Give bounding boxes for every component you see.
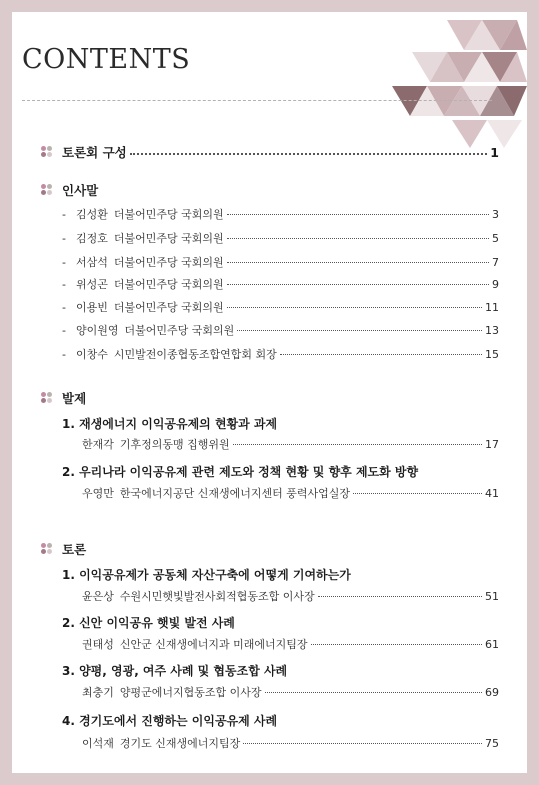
speaker-name: 양이원영 — [76, 324, 119, 337]
toc-entry[interactable] — [82, 588, 499, 604]
contents-title: CONTENTS — [22, 44, 191, 75]
toc-entry[interactable] — [62, 322, 499, 338]
toc-entry[interactable] — [62, 276, 499, 292]
dash-marker: - — [62, 278, 66, 291]
flower-bullet-icon — [40, 391, 54, 405]
toc-entry[interactable] — [62, 346, 499, 362]
item-title[interactable]: 2. 신안 이익공유 햇빛 발전 사례 — [62, 616, 235, 630]
speaker-name: 김성환 — [76, 208, 108, 221]
item-title[interactable]: 3. 양평, 영광, 여주 사례 및 협동조합 사례 — [62, 664, 288, 678]
item-title[interactable]: 2. 우리나라 이익공유제 관련 제도와 정책 현황 및 향후 제도화 방향 — [62, 465, 419, 479]
speaker-name: 이창수 — [76, 348, 108, 361]
dot-leader — [280, 354, 482, 355]
speaker-role: 더불어민주당 국회의원 — [113, 232, 224, 245]
toc-entry[interactable] — [62, 254, 499, 270]
toc-entry[interactable] — [62, 299, 499, 315]
item-title[interactable]: 1. 재생에너지 이익공유제의 현황과 과제 — [62, 417, 278, 431]
dot-leader — [265, 692, 482, 693]
dot-leader — [227, 284, 489, 285]
page-number: 61 — [485, 638, 499, 651]
author-name: 한재각 — [82, 438, 114, 451]
author-affiliation: 경기도 신재생에너지팀장 — [119, 737, 241, 750]
page-number: 7 — [492, 256, 499, 269]
item-title[interactable]: 1. 이익공유제가 공동체 자산구축에 어떻게 기여하는가 — [62, 568, 351, 582]
dot-leader — [311, 644, 482, 645]
dash-marker: - — [62, 301, 66, 314]
author-name: 이석재 — [82, 737, 114, 750]
page-number: 41 — [485, 487, 499, 500]
dot-leader — [243, 743, 482, 744]
author-affiliation: 한국에너지공단 신재생에너지센터 풍력사업실장 — [119, 487, 351, 500]
dot-leader — [227, 307, 482, 308]
page-number: 3 — [492, 208, 499, 221]
speaker-role: 더불어민주당 국회의원 — [113, 208, 224, 221]
dash-marker: - — [62, 324, 66, 337]
page-number: 15 — [485, 348, 499, 361]
speaker-name: 김정호 — [76, 232, 108, 245]
toc-entry[interactable] — [82, 636, 499, 652]
speaker-name: 이용빈 — [76, 301, 108, 314]
dot-leader — [318, 596, 482, 597]
dash-marker: - — [62, 208, 66, 221]
item-title[interactable]: 4. 경기도에서 진행하는 이익공유제 사례 — [62, 714, 278, 728]
toc-entry[interactable] — [82, 436, 499, 452]
toc-entry[interactable] — [62, 206, 499, 222]
dot-leader — [353, 493, 482, 494]
page-number: 13 — [485, 324, 499, 337]
speaker-name: 위성곤 — [76, 278, 108, 291]
dot-leader — [233, 444, 482, 445]
page-number: 11 — [485, 301, 499, 314]
flower-bullet-icon — [40, 183, 54, 197]
page-number: 5 — [492, 232, 499, 245]
author-affiliation: 양평군에너지협동조합 이사장 — [119, 686, 262, 699]
section-label: 토론회 구성 — [62, 145, 127, 160]
author-name: 최충기 — [82, 686, 114, 699]
toc-entry-section[interactable] — [40, 143, 499, 161]
dot-leader — [130, 153, 488, 155]
author-name: 우영만 — [82, 487, 114, 500]
speaker-role: 더불어민주당 국회의원 — [124, 324, 235, 337]
dash-marker: - — [62, 232, 66, 245]
page-number: 75 — [485, 737, 499, 750]
section-label: 발제 — [62, 391, 87, 406]
speaker-role: 시민발전이종협동조합연합회 회장 — [113, 348, 277, 361]
section-label: 토론 — [62, 542, 87, 557]
page-number: 51 — [485, 590, 499, 603]
dot-leader — [227, 262, 489, 263]
page-number: 9 — [492, 278, 499, 291]
author-affiliation: 신안군 신재생에너지과 미래에너지팀장 — [119, 638, 308, 651]
speaker-role: 더불어민주당 국회의원 — [113, 278, 224, 291]
page-number: 1 — [490, 144, 499, 160]
flower-bullet-icon — [40, 542, 54, 556]
author-name: 윤은상 — [82, 590, 114, 603]
section-heading — [40, 181, 98, 199]
toc-entry[interactable] — [62, 230, 499, 246]
toc-entry[interactable] — [82, 485, 499, 501]
speaker-role: 더불어민주당 국회의원 — [113, 256, 224, 269]
section-label: 인사말 — [62, 183, 99, 198]
speaker-role: 더불어민주당 국회의원 — [113, 301, 224, 314]
dot-leader — [227, 214, 489, 215]
toc-entry[interactable] — [82, 684, 499, 700]
section-heading — [40, 389, 86, 407]
dash-marker: - — [62, 348, 66, 361]
dot-leader — [237, 330, 482, 331]
dot-leader — [227, 238, 489, 239]
author-name: 권태성 — [82, 638, 114, 651]
author-affiliation: 수원시민햇빛발전사회적협동조합 이사장 — [119, 590, 315, 603]
dash-marker: - — [62, 256, 66, 269]
page-number: 17 — [485, 438, 499, 451]
flower-bullet-icon — [40, 145, 54, 159]
author-affiliation: 기후정의동맹 집행위원 — [119, 438, 230, 451]
page-number: 69 — [485, 686, 499, 699]
toc-entry[interactable] — [82, 735, 499, 751]
speaker-name: 서삼석 — [76, 256, 108, 269]
section-heading — [40, 540, 86, 558]
